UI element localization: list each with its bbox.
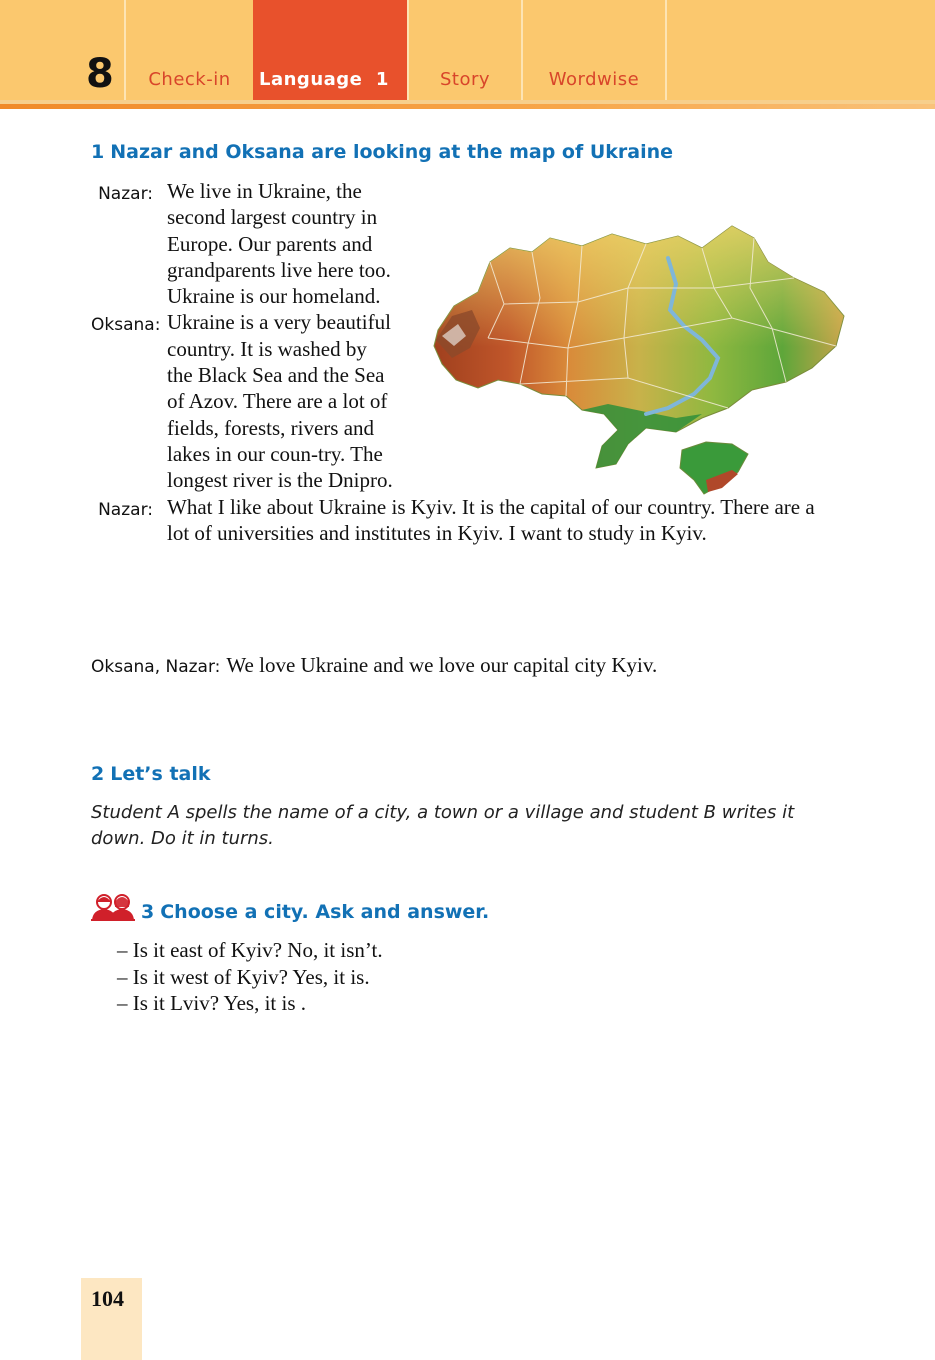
tab-wordwise[interactable] xyxy=(521,0,665,100)
exercise-1-title: Nazar and Oksana are looking at the map of Ukraine xyxy=(110,141,674,163)
speaker-label: Oksana: xyxy=(91,315,161,336)
tab-language-1[interactable] xyxy=(253,0,407,100)
tab-language-1-label: Language 1 xyxy=(259,69,389,90)
speech-text: We live in Ukraine, the second largest country in Europe. Our parents and grandparents live here too. Ukraine is our homeland. xyxy=(167,179,391,309)
exercise-1-number: 1 xyxy=(91,141,105,163)
tab-check-in[interactable] xyxy=(124,0,253,100)
speaker-label: Nazar: xyxy=(98,184,153,204)
exercise-3-number: 3 xyxy=(141,901,155,923)
speaker-label: Oksana, Nazar: xyxy=(91,657,221,677)
unit-header xyxy=(0,0,935,100)
exercise-3-title: Choose a city. Ask and answer. xyxy=(160,901,490,923)
dialogue-line-final xyxy=(91,652,657,680)
page-number-box xyxy=(81,1278,142,1360)
exercise-1-heading xyxy=(91,141,673,163)
tab-empty xyxy=(665,0,935,100)
unit-number: 8 xyxy=(86,51,114,97)
exercise-2-instruction: Student A spells the name of a city, a town or a village and student B writes it down. Do it in turns. xyxy=(91,802,795,849)
ukraine-map xyxy=(432,218,848,504)
header-divider-orange xyxy=(0,104,935,109)
exercise-2-title: Let’s talk xyxy=(110,763,211,785)
tab-wordwise-label: Wordwise xyxy=(548,69,640,90)
exercise-3-dialogue xyxy=(117,937,383,1017)
exercise-2-number: 2 xyxy=(91,763,105,785)
tab-story-label: Story xyxy=(439,69,491,90)
dialogue-line: – Is it east of Kyiv? No, it isn’t. xyxy=(117,938,383,962)
exercise-3-heading xyxy=(141,901,489,923)
speaker-label: Nazar: xyxy=(98,499,153,520)
dialogue-line: – Is it west of Kyiv? Yes, it is. xyxy=(117,964,370,989)
tab-story[interactable] xyxy=(407,0,521,100)
dialogue-line: – Is it Lviv? Yes, it is . xyxy=(117,991,307,1015)
speech-text: Ukraine is a very beautiful country. It is washed by the Black Sea and the Sea of Azov. There are a lot of fields, forests, rivers and lakes in our coun-try. The longest river is the Dnipro. xyxy=(167,310,393,493)
tab-check-in-label: Check-in xyxy=(148,69,231,90)
pair-work-icon xyxy=(91,893,135,921)
speech-text: What I like about Ukraine is Kyiv. It is the capital of our country. There are a lot of universities and institutes in Kyiv. I want to study in Kyiv. xyxy=(167,494,815,545)
speech-text: We love Ukraine and we love our capital city Kyiv. xyxy=(226,653,658,677)
page-number: 104 xyxy=(91,1286,124,1311)
exercise-2-heading xyxy=(91,763,211,785)
